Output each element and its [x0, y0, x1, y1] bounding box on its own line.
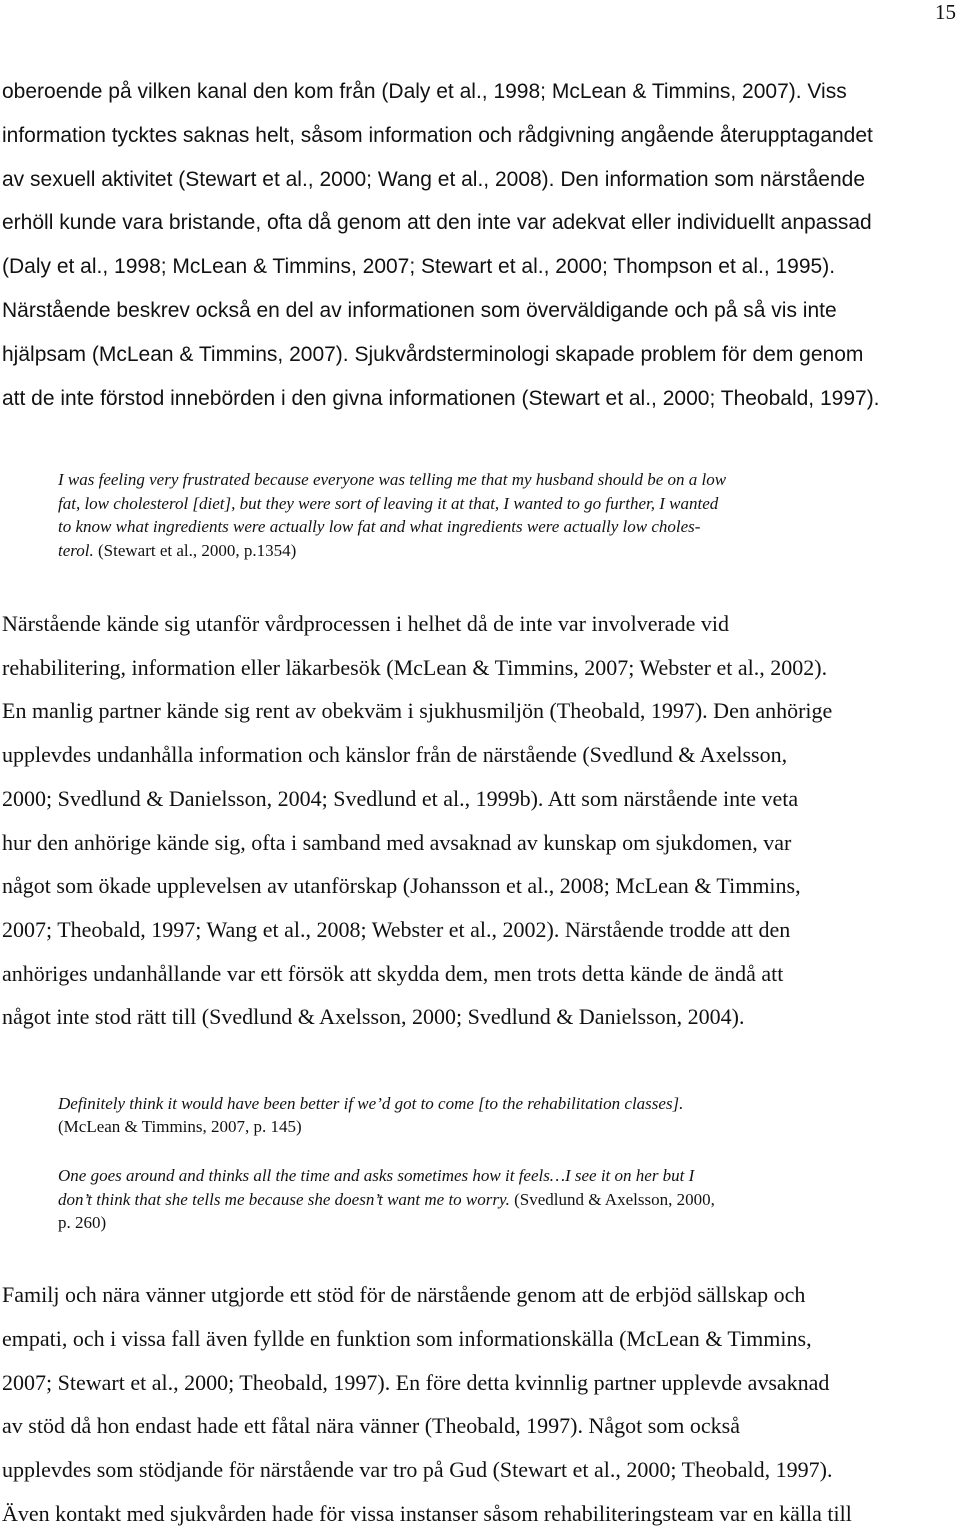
paragraph-line: av stöd då hon endast hade ett fåtal nära vänner (Theobald, 1997). Något som också [2, 1413, 740, 1439]
paragraph-line: anhöriges undanhållande var ett försök att skydda dem, men trots detta kände de ändå att [2, 960, 784, 986]
paragraph-line: upplevdes undanhålla information och känslor från de närstående (Svedlund & Axelsson, [2, 742, 788, 768]
paragraph-line: hjälpsam (McLean & Timmins, 2007). Sjukvårdsterminologi skapade problem för dem genom [2, 342, 864, 366]
paragraph-line: empati, och i vissa fall även fyllde en funktion som informationskälla (McLean & Timmins, [2, 1325, 812, 1351]
quote-line: Definitely think it would have been better if we’d got to come [to the rehabilitation classes]. [58, 1094, 684, 1113]
quote-italic-text: terol. [58, 540, 94, 560]
quote-line [58, 539, 918, 563]
quote-citation: (McLean & Timmins, 2007, p. 145) [58, 1117, 302, 1136]
paragraph-line: 2007; Theobald, 1997; Wang et al., 2008; Webster et al., 2002). Närstående trodde att den [2, 916, 791, 942]
quote-line: fat, low cholesterol [diet], but they were sort of leaving it at that, I wanted to go further, I wanted [58, 493, 719, 513]
quote-citation: (Svedlund & Axelsson, 2000, [509, 1189, 715, 1209]
paragraph-3 [2, 1273, 960, 1536]
paragraph-line: rehabilitering, information eller läkarbesök (McLean & Timmins, 2007; Webster et al., 2002). [2, 654, 828, 680]
paragraph-line: Närstående beskrev också en del av informationen som överväldigande och på så vis inte [2, 298, 837, 322]
paragraph-line: Familj och nära vänner utgjorde ett stöd för de närstående genom att de erbjöd sällskap och [2, 1282, 806, 1307]
block-quote-1 [58, 468, 918, 562]
quote-citation: (Stewart et al., 2000, p.1354) [93, 540, 297, 560]
paragraph-line: något som ökade upplevelsen av utanförskap (Johansson et al., 2008; McLean & Timmins, [2, 873, 801, 899]
quote-italic-text: don’t think that she tells me because she doesn’t want me to worry. [58, 1189, 510, 1209]
paragraph-line: 2007; Stewart et al., 2000; Theobald, 1997). En före detta kvinnlig partner upplevde avsaknad [2, 1369, 830, 1395]
paragraph-line: information tycktes saknas helt, såsom information och rådgivning angående återupptagandet [2, 123, 873, 147]
paragraph-line: av sexuell aktivitet (Stewart et al., 2000; Wang et al., 2008). Den information som närstående [2, 167, 865, 191]
paragraph-1 [2, 70, 960, 420]
paragraph-line: något inte stod rätt till (Svedlund & Axelsson, 2000; Svedlund & Danielsson, 2004). [2, 1004, 745, 1030]
paragraph-2 [2, 602, 960, 1039]
quote-line [58, 1188, 918, 1212]
paragraph-line: 2000; Svedlund & Danielsson, 2004; Svedlund et al., 1999b). Att som närstående inte veta [2, 785, 799, 811]
paragraph-line: att de inte förstod innebörden i den givna informationen (Stewart et al., 2000; Theobald, 1997). [2, 386, 880, 410]
page-number: 15 [935, 0, 956, 24]
quote-line: I was feeling very frustrated because everyone was telling me that my husband should be on a low [58, 470, 727, 489]
paragraph-line: erhöll kunde vara bristande, ofta då genom att den inte var adekvat eller individuellt anpassad [2, 211, 872, 235]
quote-line: to know what ingredients were actually low fat and what ingredients were actually low choles- [58, 517, 701, 536]
paragraph-line: En manlig partner kände sig rent av obekväm i sjukhusmiljön (Theobald, 1997). Den anhörige [2, 698, 833, 724]
paragraph-line: upplevdes som stödjande för närstående var tro på Gud (Stewart et al., 2000; Theobald, 1997). [2, 1457, 833, 1483]
paragraph-line: (Daly et al., 1998; McLean & Timmins, 2007; Stewart et al., 2000; Thompson et al., 1995). [2, 255, 836, 279]
paragraph-line: Även kontakt med sjukvården hade för vissa instanser såsom rehabiliteringsteam var en källa till [2, 1500, 852, 1526]
block-quote-3 [58, 1164, 918, 1235]
quote-citation: p. 260) [58, 1213, 107, 1232]
paragraph-line: hur den anhörige kände sig, ofta i samband med avsaknad av kunskap om sjukdomen, var [2, 829, 792, 855]
paragraph-line: oberoende på vilken kanal den kom från (Daly et al., 1998; McLean & Timmins, 2007). Viss [2, 80, 847, 103]
paragraph-line: Närstående kände sig utanför vårdprocessen i helhet då de inte var involverade vid [2, 611, 729, 636]
block-quote-2 [58, 1092, 918, 1138]
quote-line: One goes around and thinks all the time and asks sometimes how it feels…I see it on her but I [58, 1166, 695, 1185]
